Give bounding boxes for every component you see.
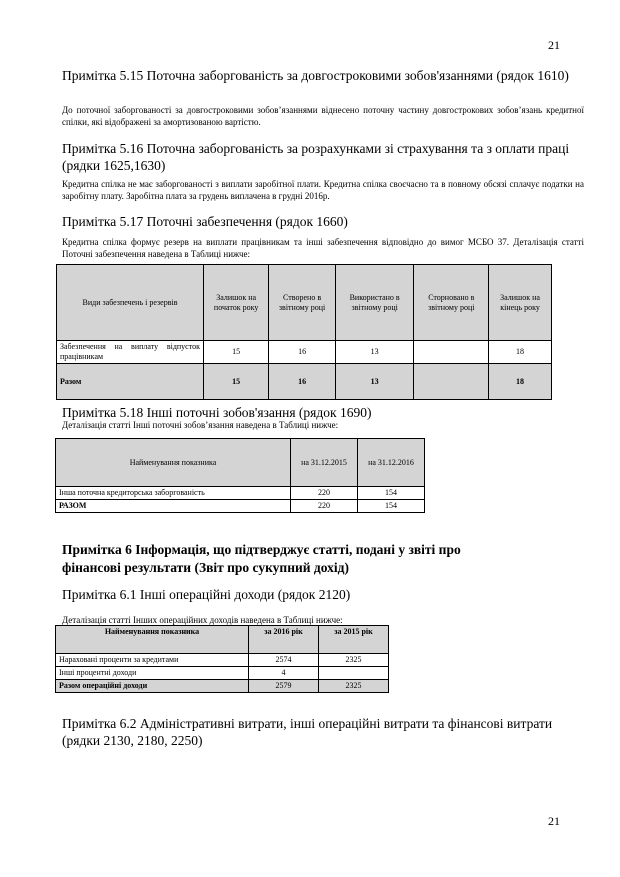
- table-row: [56, 667, 389, 680]
- table-row: [56, 487, 425, 500]
- note-6-1-title: Примітка 6.1 Інші операційні доходи (рядок 2120): [62, 587, 351, 602]
- table-total-row: [57, 364, 552, 400]
- note-6-title: Примітка 6 Інформація, що підтверджує статті, подані у звіті про фінансові результати (Звіт про сукупний дохід): [62, 542, 461, 575]
- table-header-row: [56, 626, 389, 654]
- table-row: [56, 654, 389, 667]
- table-cell: [319, 667, 389, 680]
- table-cell: 16: [269, 341, 336, 364]
- table-cell: Разом операційні доходи: [56, 680, 249, 693]
- table-header-cell: Залишок на початок року: [204, 265, 269, 341]
- table-header-row: [56, 439, 425, 487]
- table-cell: 2325: [319, 654, 389, 667]
- table-header-cell: Використано в звітному році: [335, 265, 414, 341]
- table-total-row: [56, 500, 425, 513]
- table-total-row: [56, 680, 389, 693]
- table-header-cell: на 31.12.2016: [358, 439, 425, 487]
- table-cell: 220: [291, 487, 358, 500]
- table-cell: 13: [335, 364, 414, 400]
- table-header-cell: Види забезпечень і резервів: [57, 265, 204, 341]
- table-header-cell: Найменування показника: [56, 439, 291, 487]
- table-cell: 220: [291, 500, 358, 513]
- table-header-cell: Сторновано в звітному році: [414, 265, 489, 341]
- table-cell: Нараховані проценти за кредитами: [56, 654, 249, 667]
- table-cell: 16: [269, 364, 336, 400]
- table-cell: Інша поточна кредиторська заборгованість: [56, 487, 291, 500]
- table-cell: Разом: [57, 364, 204, 400]
- table-cell: 2574: [249, 654, 319, 667]
- table-cell: 18: [489, 341, 552, 364]
- note-6-1-caption: Деталізація статті Інших операційних доходів наведена в Таблиці нижче:: [62, 615, 343, 625]
- table-header-cell: на 31.12.2015: [291, 439, 358, 487]
- table-cell: 154: [358, 487, 425, 500]
- table-header-cell: Найменування показника: [56, 626, 249, 654]
- table-cell: [414, 364, 489, 400]
- other-liabilities-table: [55, 438, 425, 513]
- table-cell: Забезпечення на виплату відпусток працівникам: [57, 341, 204, 364]
- note-6-2-title: Примітка 6.2 Адміністративні витрати, інші операційні витрати та фінансові витрати (рядки 2130, 2180, 2250): [62, 716, 553, 748]
- note-5-18-title: Примітка 5.18 Інші поточні зобов'язання (рядок 1690): [62, 405, 372, 420]
- table-header-cell: за 2015 рік: [319, 626, 389, 654]
- note-5-16-text: Кредитна спілка не має заборгованості з виплати заробітної плати. Кредитна спілка своєчасно та в повному обсязі сплачує податки на заробітну плату. Заробітна плата за грудень виплачена в грудні 2016р.: [62, 179, 584, 201]
- page-number-bottom: 21: [548, 814, 560, 828]
- table-cell: 13: [335, 341, 414, 364]
- table-cell: РАЗОМ: [56, 500, 291, 513]
- table-cell: 4: [249, 667, 319, 680]
- note-5-17-text: Кредитна спілка формує резерв на виплати працівникам та інші забезпечення відповідно до вимог МСБО 37. Деталізація статті Поточні забезпечення наведена в Таблиці нижче:: [62, 237, 584, 259]
- note-5-17-title: Примітка 5.17 Поточні забезпечення (рядок 1660): [62, 214, 348, 229]
- table-cell: 18: [489, 364, 552, 400]
- note-5-15-title: Примітка 5.15 Поточна заборгованість за довгостроковими зобов'язаннями (рядок 1610): [62, 68, 569, 83]
- table-header-cell: за 2016 рік: [249, 626, 319, 654]
- table-cell: 15: [204, 364, 269, 400]
- table-cell: 2325: [319, 680, 389, 693]
- table-header-cell: Залишок на кінець року: [489, 265, 552, 341]
- note-5-16-title: Примітка 5.16 Поточна заборгованість за розрахунками зі страхування та з оплати праці (рядки 1625,1630): [62, 141, 570, 173]
- page-number-top: 21: [548, 38, 560, 52]
- note-5-18-caption: Деталізація статті Інші поточні зобов’язання наведена в Таблиці нижче:: [62, 420, 339, 430]
- table-cell: Інші процентні доходи: [56, 667, 249, 680]
- table-cell: 15: [204, 341, 269, 364]
- table-row: [57, 341, 552, 364]
- table-header-cell: Створено в звітному році: [269, 265, 336, 341]
- table-cell: 2579: [249, 680, 319, 693]
- operating-income-table: [55, 625, 389, 693]
- note-5-15-text: До поточної заборгованості за довгостроковими зобов’язаннями віднесено поточну частину довгострокових зобов’язань кредитної спілки, які відображені за амортизованою вартістю.: [62, 105, 584, 127]
- table-cell: [414, 341, 489, 364]
- table-cell: 154: [358, 500, 425, 513]
- table-header-row: [57, 265, 552, 341]
- provisions-table: [56, 264, 552, 400]
